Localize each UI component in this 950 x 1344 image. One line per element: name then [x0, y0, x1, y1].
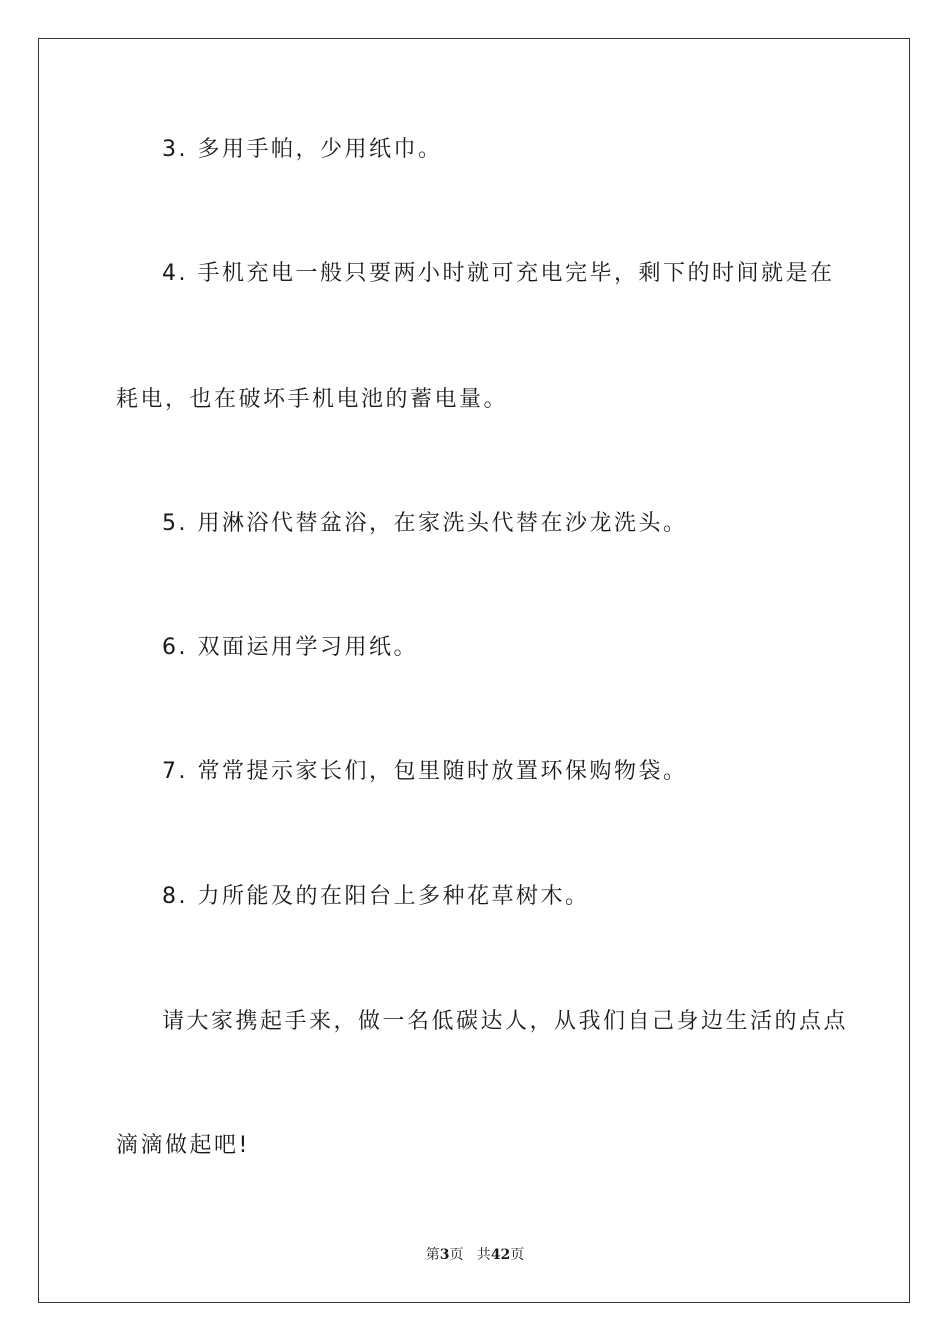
page-border — [38, 38, 910, 1303]
footer-page-number: 3 — [439, 1247, 450, 1263]
footer-page-suffix: 页 共 — [449, 1247, 491, 1263]
list-item-3: 3. 多用手帕，少用纸巾。 — [162, 137, 443, 162]
list-item-4-line-1: 4. 手机充电一般只要两小时就可充电完毕，剩下的时间就是在 — [162, 261, 835, 286]
footer-total-suffix: 页 — [510, 1247, 525, 1263]
list-item-8: 8. 力所能及的在阳台上多种花草树木。 — [162, 884, 590, 909]
list-item-7: 7. 常常提示家长们，包里随时放置环保购物袋。 — [162, 759, 688, 784]
closing-paragraph-line-1: 请大家携起手来，做一名低碳达人，从我们自己身边生活的点点 — [162, 1009, 849, 1034]
closing-paragraph-line-2: 滴滴做起吧! — [116, 1133, 250, 1158]
list-item-5: 5. 用淋浴代替盆浴，在家洗头代替在沙龙洗头。 — [162, 511, 688, 536]
page-footer — [0, 1246, 950, 1264]
list-item-4-line-2: 耗电，也在破坏手机电池的蓄电量。 — [116, 387, 509, 412]
footer-total-pages: 42 — [490, 1247, 511, 1263]
footer-prefix: 第 — [425, 1247, 440, 1263]
list-item-6: 6. 双面运用学习用纸。 — [162, 635, 418, 660]
